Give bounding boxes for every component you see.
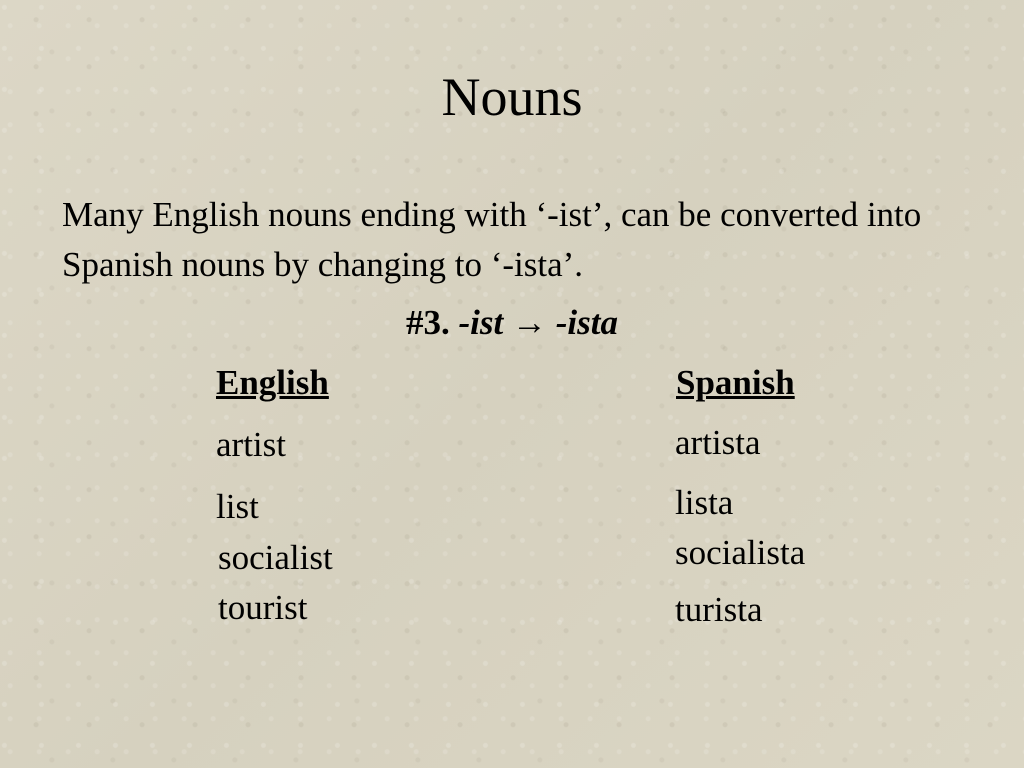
english-word: socialist bbox=[218, 538, 333, 577]
english-column-header: English bbox=[216, 363, 329, 402]
spanish-column-header: Spanish bbox=[676, 363, 795, 402]
slide-title: Nouns bbox=[441, 67, 583, 127]
english-word: tourist bbox=[218, 588, 308, 627]
spanish-word: artista bbox=[675, 423, 761, 462]
rule-to-suffix: -ista bbox=[555, 303, 618, 342]
intro-paragraph: Many English nouns ending with ‘-ist’, can be converted into Spanish nouns by changing to ‘-ista’. bbox=[62, 195, 922, 284]
arrow-icon: → bbox=[512, 303, 547, 342]
english-word: artist bbox=[216, 425, 286, 464]
english-word: list bbox=[216, 487, 259, 526]
spanish-word: lista bbox=[675, 483, 734, 522]
spanish-word: socialista bbox=[675, 533, 806, 572]
rule-number: #3. bbox=[406, 303, 450, 342]
rule-from-suffix: -ist bbox=[458, 303, 504, 342]
rule-heading bbox=[0, 300, 1024, 346]
spanish-word: turista bbox=[675, 590, 763, 629]
